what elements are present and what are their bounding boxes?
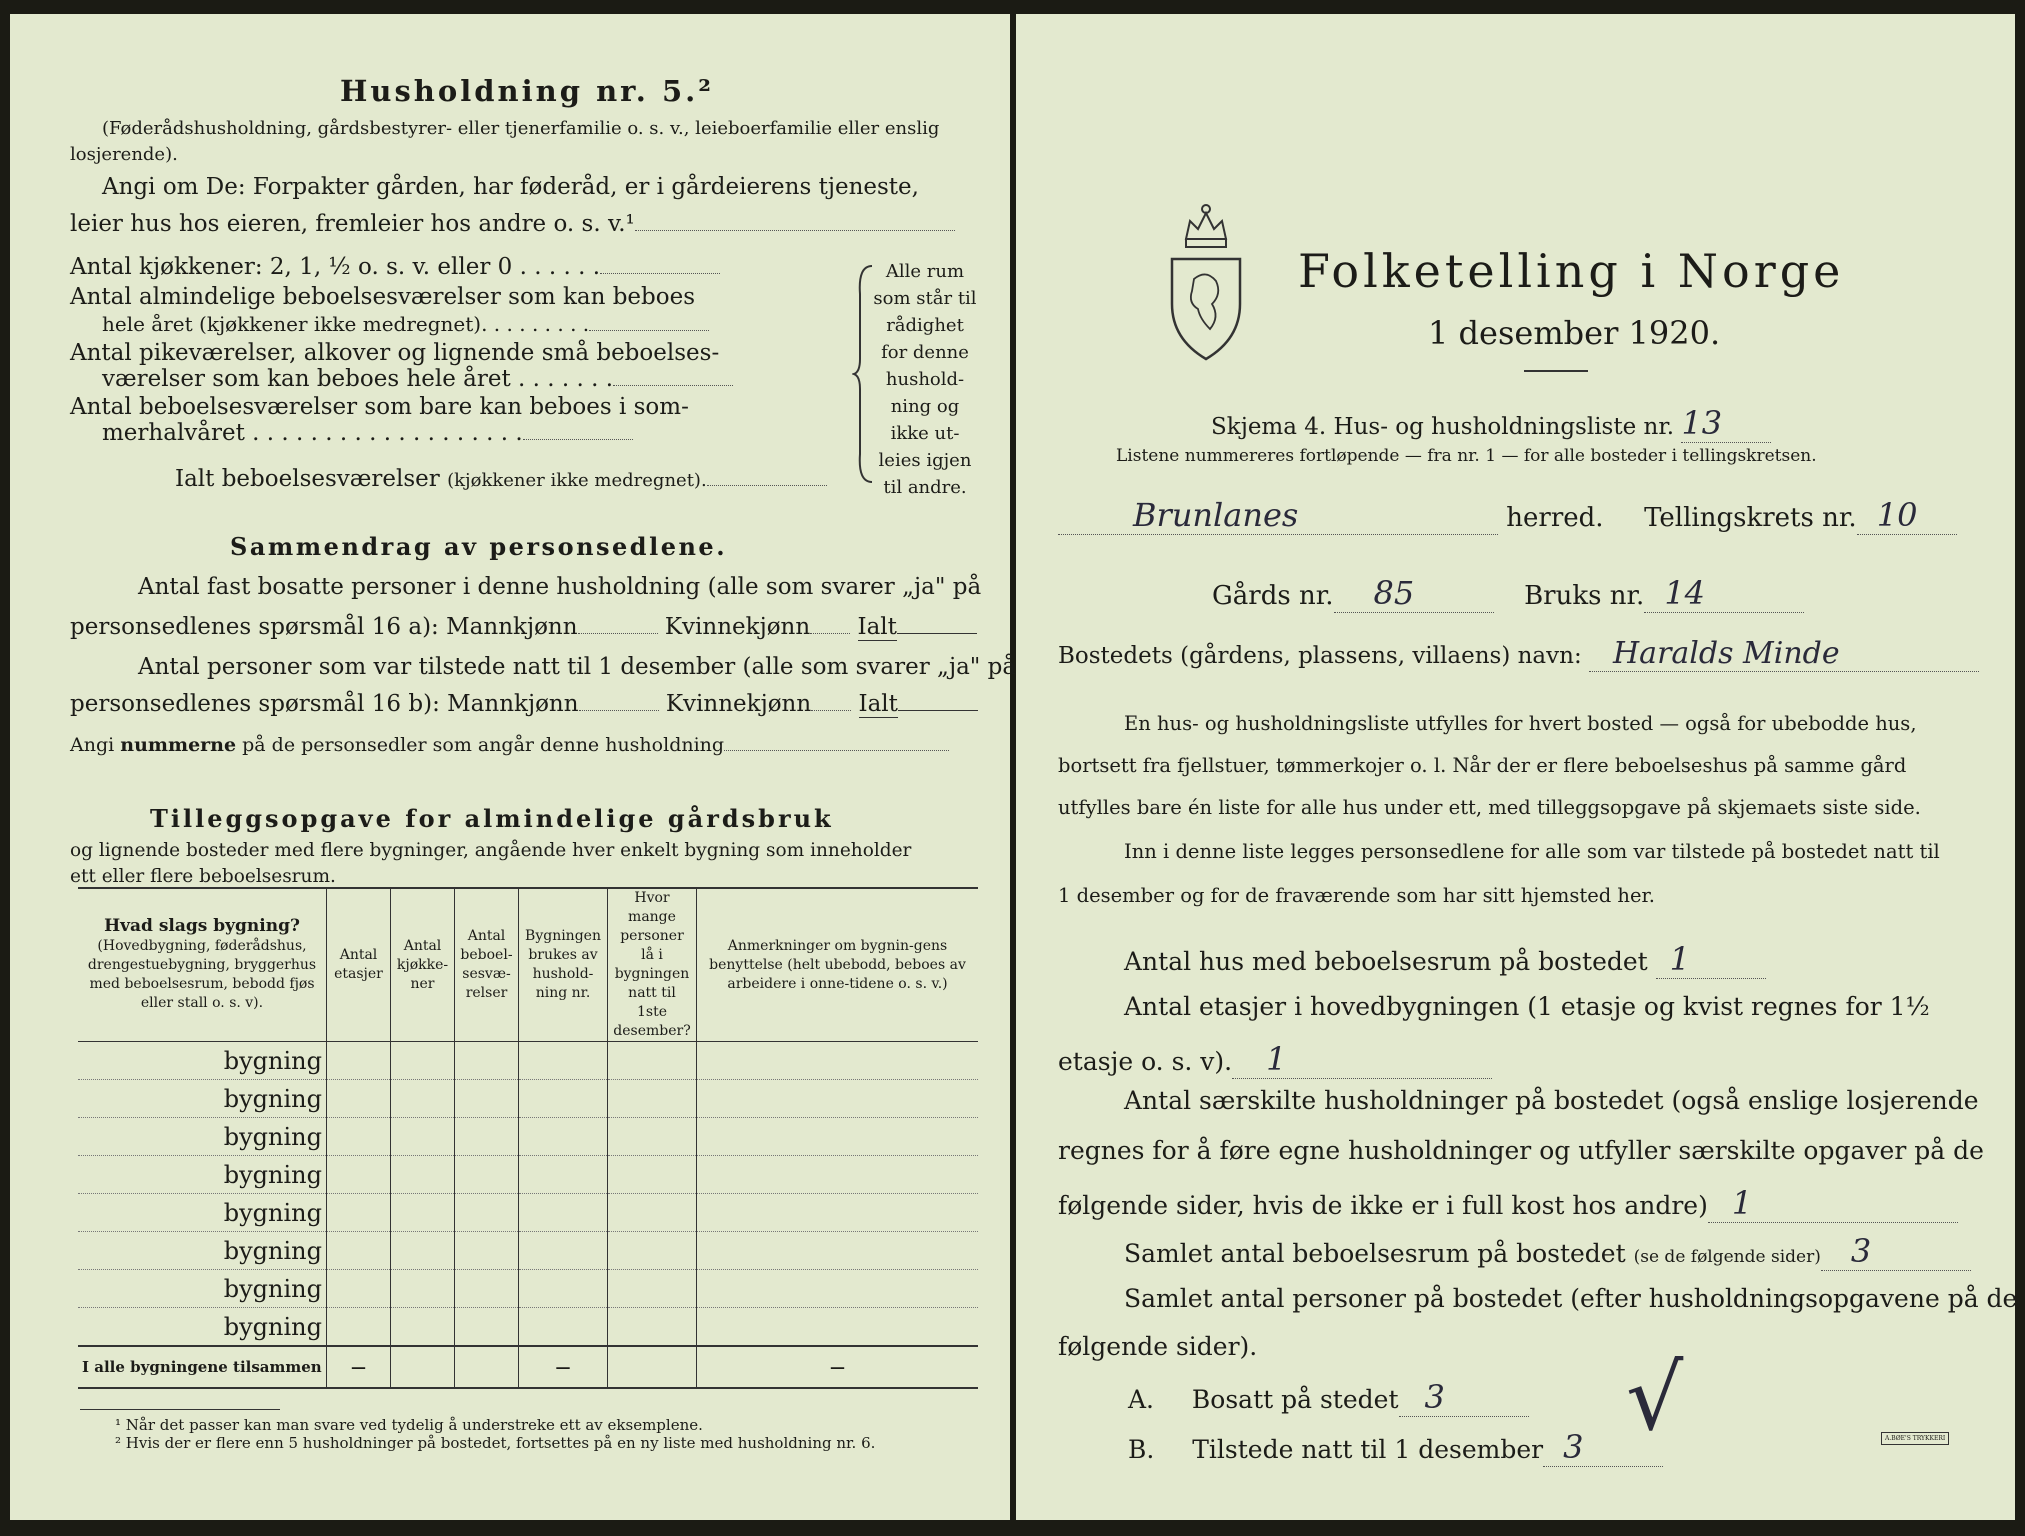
total-resident-field[interactable] [897, 633, 977, 634]
rooms-line-5: Antal beboelsesværelser som bare kan beboes i som- [70, 394, 689, 420]
bostedets-value[interactable]: Haralds Minde [1589, 636, 1979, 672]
rooms-line-6: merhalvåret . . . . . . . . . . . . . . . . . . . [102, 420, 633, 446]
rooms-line-3: Antal pikeværelser, alkover og lignende små beboelses- [70, 340, 720, 366]
angi-line-1: Angi om De: Forpakter gården, har føderåd, er i gårdeierens tjeneste, [102, 174, 919, 200]
saerskilte-value[interactable]: 1 [1708, 1184, 1958, 1223]
gards-line: Gårds nr. 85 Bruks nr. 14 [1212, 574, 1804, 613]
para-1-line-1: En hus- og husholdningsliste utfylles for hvert bosted — også for ubebodde hus, [1124, 712, 1917, 735]
gards-value[interactable]: 85 [1334, 574, 1494, 613]
col-household-no: Bygningen brukes av hushold-ning nr. [519, 888, 608, 1042]
table-row[interactable]: bygning [78, 1232, 978, 1270]
herred-line: Brunlanes herred. Tellingskrets nr. 10 [1058, 496, 1957, 535]
census-title: Folketelling i Norge [1298, 244, 1845, 298]
col-persons: Hvor mange personer lå i bygningen natt til 1ste desember? [608, 888, 697, 1042]
rooms-line-2: hele året (kjøkkener ikke medregnet). . . . . . . . . [102, 312, 709, 336]
printer-mark: A.BØE'S TRYKKERI [1881, 1432, 1949, 1445]
a-line: A. Bosatt på stedet 3 [1128, 1378, 1529, 1417]
antal-etasjer-line-2: etasje o. s. v). 1 [1058, 1040, 1492, 1079]
footnote-1: ¹ Når det passer kan man svare ved tydelig å understreke ett av eksemplene. [115, 1416, 703, 1434]
tillegg-sub-1: og lignende bosteder med flere bygninger, angående hver enkelt bygning som inneholder [70, 840, 912, 861]
col-kitchens: Antal kjøkke-ner [391, 888, 455, 1042]
bruks-value[interactable]: 14 [1644, 574, 1804, 613]
table-row[interactable]: bygning [78, 1194, 978, 1232]
saerskilte-line-3: følgende sider, hvis de ikke er i full kost hos andre) 1 [1058, 1184, 1958, 1223]
samlet-rum-line: Samlet antal beboelsesrum på bostedet (se de følgende sider) 3 [1124, 1232, 1971, 1271]
summary-2b: personsedlenes spørsmål 16 b): Mannkjønn Kvinnekjønn Ialt [70, 691, 978, 717]
buildings-table [78, 887, 978, 1389]
female-resident-field[interactable] [810, 633, 850, 634]
skjema-line: Skjema 4. Hus- og husholdningsliste nr. 13 [1211, 404, 1771, 443]
col-rooms: Antal beboel-sesvæ-relser [455, 888, 519, 1042]
left-page [10, 14, 1017, 1520]
table-row[interactable]: bygning [78, 1156, 978, 1194]
male-resident-field[interactable] [578, 633, 658, 634]
rooms-all-year-field[interactable] [589, 330, 709, 331]
samlet-pers-line-1: Samlet antal personer på bostedet (efter husholdningsopgavene på de [1124, 1284, 2018, 1313]
angi-numbers-line: Angi nummerne på de personsedler som angår denne husholdning [70, 734, 949, 756]
para-1-line-3: utfylles bare én liste for alle hus under ett, med tilleggsopgave på skjemaets siste side. [1058, 796, 1921, 819]
table-row[interactable]: bygning [78, 1080, 978, 1118]
antal-hus-line: Antal hus med beboelsesrum på bostedet 1 [1124, 940, 1766, 979]
table-header-row [78, 888, 978, 1042]
summary-title: Sammendrag av personsedlene. [230, 532, 728, 561]
side-note: Alle rum som står til rådighet for denne hushold- ning og ikke ut- leies igjen til andre. [873, 261, 977, 498]
table-row[interactable]: bygning [78, 1270, 978, 1308]
para-1-line-2: bortsett fra fjellstuer, tømmerkojer o. l. Når der er flere beboelseshus på samme gård [1058, 754, 1907, 777]
col-building-type: Hvad slags bygning? (Hovedbygning, føderådshus, drengestuebygning, bryggerhus med beboelsesrum, bebodd fjøs eller stall o. s. v). [78, 888, 327, 1042]
tilstede-value[interactable]: 3 [1543, 1428, 1663, 1467]
para-2-line-1: Inn i denne liste legges personsedlene for alle som var tilstede på bostedet natt til [1124, 840, 1940, 863]
total-present-field[interactable] [898, 710, 978, 711]
table-row[interactable]: bygning [78, 1042, 978, 1080]
antal-etasjer-value[interactable]: 1 [1232, 1040, 1492, 1079]
table-row[interactable]: bygning [78, 1308, 978, 1347]
ialt-rooms-line: Ialt beboelsesværelser (kjøkkener ikke medregnet). [175, 466, 827, 492]
b-line: B. Tilstede natt til 1 desember 3 [1128, 1428, 1663, 1467]
col-floors: Antal etasjer [327, 888, 391, 1042]
samlet-pers-line-2: følgende sider). [1058, 1332, 1258, 1361]
footnote-2: ² Hvis der er flere enn 5 husholdninger på bostedet, fortsettes på en ny liste med husholdning nr. 6. [115, 1434, 876, 1452]
summary-1b: personsedlenes spørsmål 16 a): Mannkjønn Kvinnekjønn Ialt [70, 614, 977, 640]
kitchens-field[interactable] [600, 273, 720, 274]
angi-answer-field[interactable] [635, 230, 955, 231]
bostedets-line: Bostedets (gårdens, plassens, villaens) navn: Haralds Minde [1058, 636, 1979, 672]
household-title: Husholdning nr. 5.² [340, 74, 714, 108]
para-2-line-2: 1 desember og for de fraværende som har sitt hjemsted her. [1058, 884, 1655, 907]
right-page [1016, 14, 2018, 1520]
angi-line-2: leier hus hos eieren, fremleier hos andre o. s. v.¹ [70, 211, 635, 237]
rooms-line-4: værelser som kan beboes hele året . . . . . . . [102, 366, 733, 392]
antal-hus-value[interactable]: 1 [1656, 940, 1766, 979]
summary-1a: Antal fast bosatte personer i denne husholdning (alle som svarer „ja" på [138, 574, 982, 600]
tellingskrets-value[interactable]: 10 [1857, 496, 1957, 535]
household-note: (Føderådshusholdning, gårdsbestyrer- eller tjenerfamilie o. s. v., leieboerfamilie eller enslig losjerende). [70, 118, 940, 165]
bosatt-value[interactable]: 3 [1399, 1378, 1529, 1417]
col-remarks: Anmerkninger om bygnin-gens benyttelse (helt ubebodd, beboes av arbeidere i onne-tidene o. s. v.) [697, 888, 979, 1042]
samlet-rum-value[interactable]: 3 [1821, 1232, 1971, 1271]
herred-value[interactable]: Brunlanes [1058, 496, 1498, 535]
rooms-line-1: Antal almindelige beboelsesværelser som kan beboes [70, 284, 696, 310]
ialt-rooms-field[interactable] [707, 485, 827, 486]
antal-etasjer-line-1: Antal etasjer i hovedbygningen (1 etasje og kvist regnes for 1½ [1124, 992, 1930, 1021]
saerskilte-line-1: Antal særskilte husholdninger på bostedet (også enslige losjerende [1124, 1086, 1979, 1115]
footnote-rule [80, 1409, 280, 1410]
list-number-value[interactable]: 13 [1681, 404, 1771, 443]
census-date: 1 desember 1920. [1428, 314, 1721, 352]
small-rooms-field[interactable] [613, 385, 733, 386]
tillegg-sub-2: ett eller flere beboelsesrum. [70, 866, 336, 887]
summer-rooms-field[interactable] [523, 439, 633, 440]
table-row[interactable]: bygning [78, 1118, 978, 1156]
tillegg-title: Tilleggsopgave for almindelige gårdsbruk [150, 804, 834, 833]
rooms-line-0: Antal kjøkkener: 2, 1, ½ o. s. v. eller 0 . . . . . . [70, 254, 720, 280]
table-sum-row: I alle bygningene tilsammen — — — [78, 1346, 978, 1388]
saerskilte-line-2: regnes for å føre egne husholdninger og utfyller særskilte opgaver på de [1058, 1136, 1984, 1165]
sum-label: I alle bygningene tilsammen [78, 1346, 327, 1388]
male-present-field[interactable] [579, 710, 659, 711]
coat-of-arms-icon [1166, 199, 1246, 364]
summary-2a: Antal personer som var tilstede natt til 1 desember (alle som svarer „ja" på [138, 654, 1017, 680]
female-present-field[interactable] [811, 710, 851, 711]
numbers-field[interactable] [724, 750, 949, 751]
check-mark: √ [1626, 1346, 1684, 1451]
title-rule [1524, 370, 1588, 372]
listene-note: Listene nummereres fortløpende — fra nr. 1 — for alle bosteder i tellingskretsen. [1116, 446, 1817, 466]
